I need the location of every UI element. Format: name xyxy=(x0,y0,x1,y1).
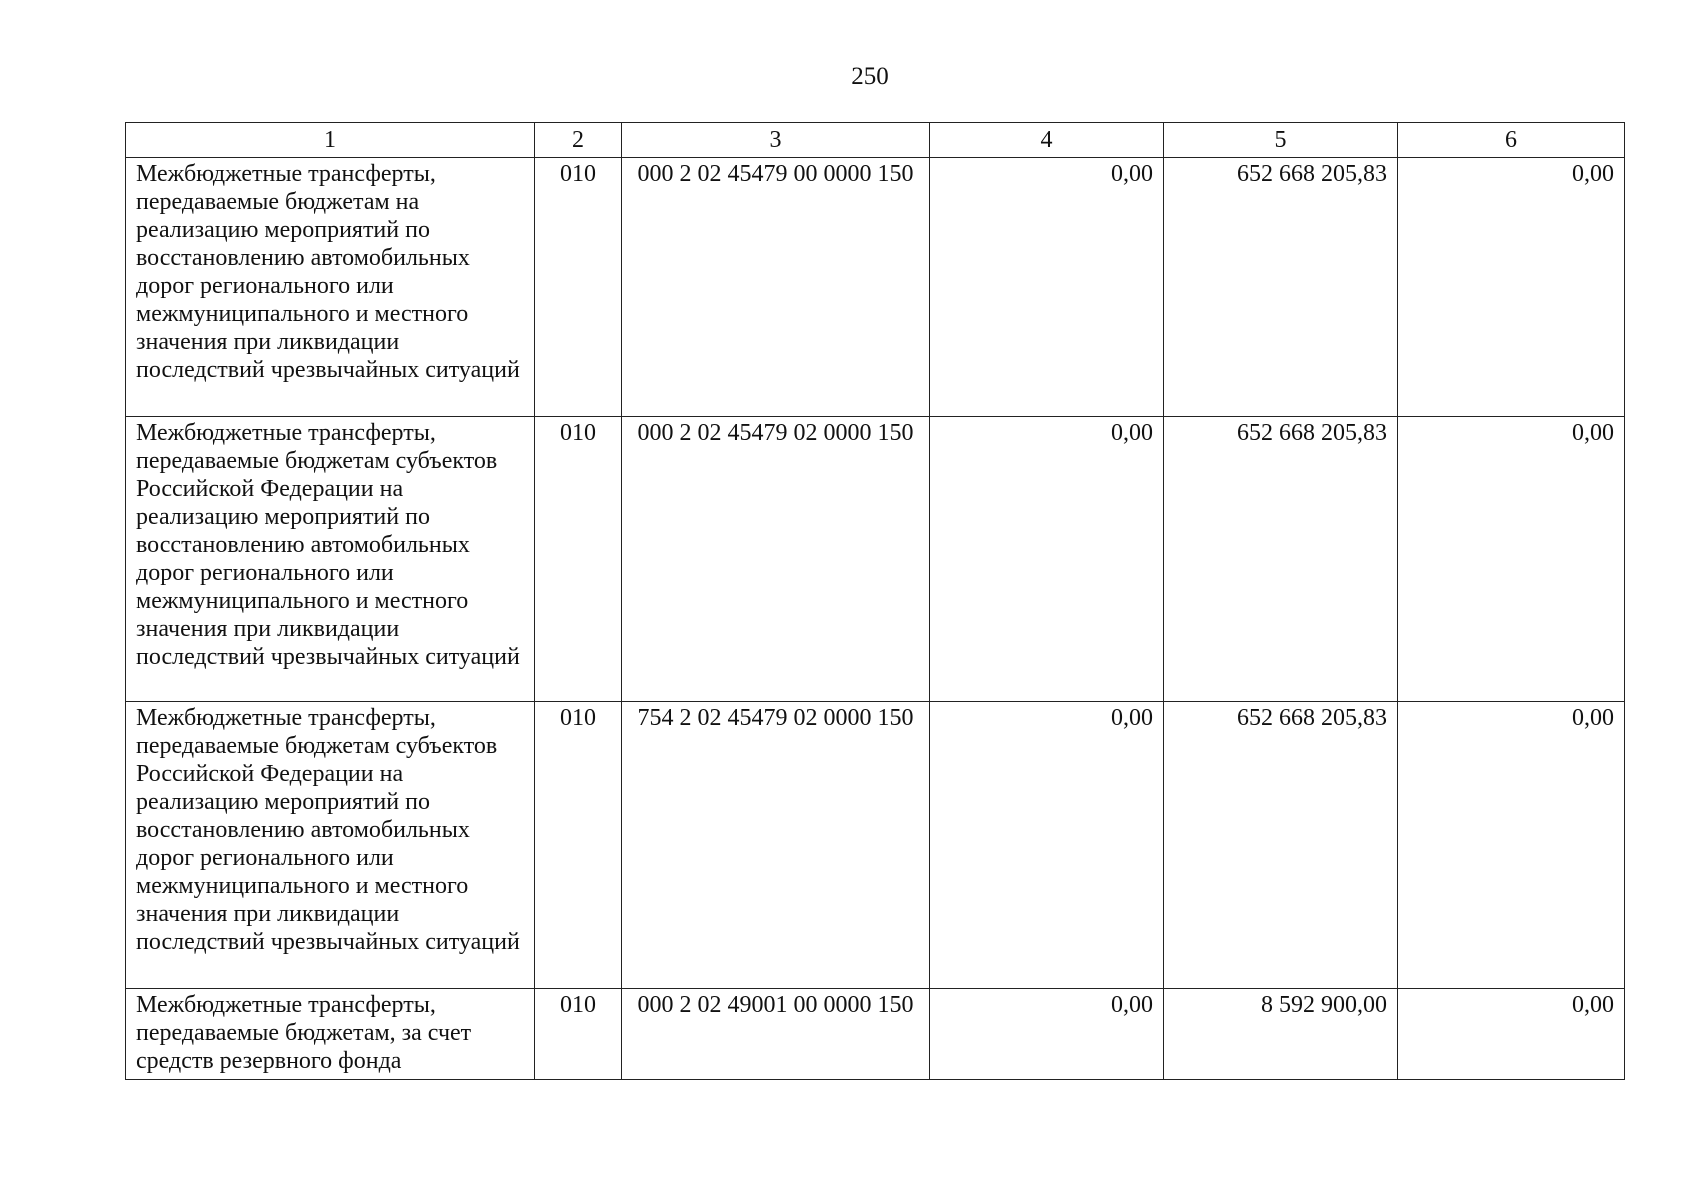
row-value-col5: 8 592 900,00 xyxy=(1164,989,1398,1080)
table-row xyxy=(126,702,1625,989)
row-value-col6: 0,00 xyxy=(1398,417,1625,702)
row-code-cell: 010 xyxy=(535,989,622,1080)
page-number: 250 xyxy=(851,63,889,90)
row-value-col4: 0,00 xyxy=(930,702,1164,989)
row-value-col5: 652 668 205,83 xyxy=(1164,702,1398,989)
table-row xyxy=(126,989,1625,1080)
row-value-col6: 0,00 xyxy=(1398,158,1625,417)
row-value-col4: 0,00 xyxy=(930,158,1164,417)
table-row xyxy=(126,158,1625,417)
row-code-cell: 010 xyxy=(535,417,622,702)
column-header: 4 xyxy=(930,123,1164,158)
row-value-col4: 0,00 xyxy=(930,417,1164,702)
row-kbk-cell: 000 2 02 45479 00 0000 150 xyxy=(622,158,930,417)
row-value-col5: 652 668 205,83 xyxy=(1164,417,1398,702)
column-header: 3 xyxy=(622,123,930,158)
table-header-row xyxy=(126,123,1625,158)
column-header: 5 xyxy=(1164,123,1398,158)
column-header: 6 xyxy=(1398,123,1625,158)
column-header: 1 xyxy=(126,123,535,158)
row-name-cell: Межбюджетные трансферты, передаваемые бюджетам, за счет средств резервного фонда xyxy=(126,989,535,1080)
row-value-col6: 0,00 xyxy=(1398,702,1625,989)
row-kbk-cell: 754 2 02 45479 02 0000 150 xyxy=(622,702,930,989)
column-header: 2 xyxy=(535,123,622,158)
row-value-col6: 0,00 xyxy=(1398,989,1625,1080)
row-kbk-cell: 000 2 02 49001 00 0000 150 xyxy=(622,989,930,1080)
row-value-col5: 652 668 205,83 xyxy=(1164,158,1398,417)
row-kbk-cell: 000 2 02 45479 02 0000 150 xyxy=(622,417,930,702)
row-name-cell: Межбюджетные трансферты, передаваемые бюджетам субъектов Российской Федерации на реализацию мероприятий по восстановлению автомобильных дорог регионального или межмуниципального и местного значения при ликвидации последствий чрезвычайных ситуаций xyxy=(126,702,535,989)
row-name-cell: Межбюджетные трансферты, передаваемые бюджетам на реализацию мероприятий по восстановлению автомобильных дорог регионального или межмуниципального и местного значения при ликвидации последствий чрезвычайных ситуаций xyxy=(126,158,535,417)
row-code-cell: 010 xyxy=(535,702,622,989)
row-value-col4: 0,00 xyxy=(930,989,1164,1080)
row-code-cell: 010 xyxy=(535,158,622,417)
budget-table xyxy=(125,122,1625,1080)
table-row xyxy=(126,417,1625,702)
row-name-cell: Межбюджетные трансферты, передаваемые бюджетам субъектов Российской Федерации на реализацию мероприятий по восстановлению автомобильных дорог регионального или межмуниципального и местного значения при ликвидации последствий чрезвычайных ситуаций xyxy=(126,417,535,702)
